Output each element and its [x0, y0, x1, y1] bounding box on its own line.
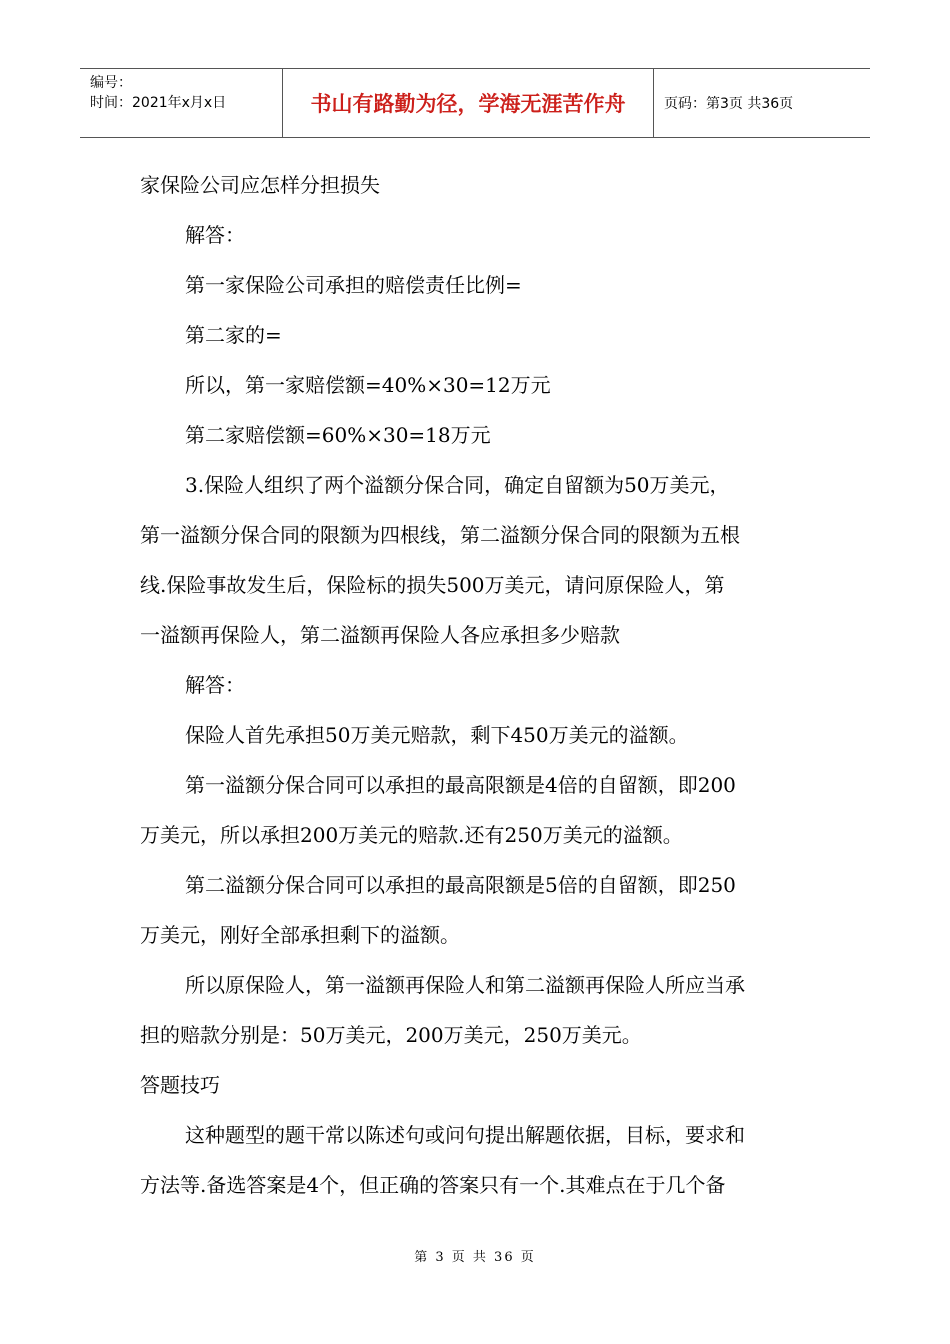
header-meta [80, 69, 282, 137]
page-header [80, 68, 870, 138]
text-line: 第一溢额分保合同的限额为四根线，第二溢额分保合同的限额为五根 [140, 523, 740, 547]
text-line: 解答： [185, 223, 245, 247]
time-label: 时间：2021年x月x日 [90, 95, 227, 111]
text-line: 解答： [185, 673, 245, 697]
text-line: 第一溢额分保合同可以承担的最高限额是4倍的自留额，即200 [185, 773, 736, 797]
text-line: 所以原保险人，第一溢额再保险人和第二溢额再保险人所应当承 [185, 973, 745, 997]
text-line: 万美元，刚好全部承担剩下的溢额。 [140, 923, 460, 947]
text-line: 第二溢额分保合同可以承担的最高限额是5倍的自留额，即250 [185, 873, 736, 897]
document-body [140, 160, 812, 1210]
page-footer: 第 3 页 共 36 页 [414, 1250, 536, 1265]
text-line: 所以，第一家赔偿额=40%×30=12万元 [185, 373, 551, 397]
text-line: 担的赔款分别是：50万美元，200万美元，250万美元。 [140, 1023, 642, 1047]
text-line: 第二家赔偿额=60%×30=18万元 [185, 423, 491, 447]
text-line: 第二家的= [185, 323, 282, 347]
header-motto: 书山有路勤为径，学海无涯苦作舟 [282, 69, 654, 137]
number-label: 编号： [90, 75, 132, 91]
header-page-info: 页码：第3页 共36页 [664, 96, 794, 112]
text-line: 方法等.备选答案是4个，但正确的答案只有一个.其难点在于几个备 [140, 1173, 726, 1197]
text-line: 一溢额再保险人，第二溢额再保险人各应承担多少赔款 [140, 623, 620, 647]
text-line: 第一家保险公司承担的赔偿责任比例= [185, 273, 522, 297]
text-line: 线.保险事故发生后，保险标的损失500万美元，请问原保险人，第 [140, 573, 725, 597]
text-line: 这种题型的题干常以陈述句或问句提出解题依据，目标，要求和 [185, 1123, 745, 1147]
text-line: 万美元，所以承担200万美元的赔款.还有250万美元的溢额。 [140, 823, 683, 847]
section-heading: 答题技巧 [140, 1073, 220, 1097]
text-line: 3.保险人组织了两个溢额分保合同，确定自留额为50万美元， [185, 473, 730, 497]
text-line: 家保险公司应怎样分担损失 [140, 173, 380, 197]
text-line: 保险人首先承担50万美元赔款，剩下450万美元的溢额。 [185, 723, 689, 747]
